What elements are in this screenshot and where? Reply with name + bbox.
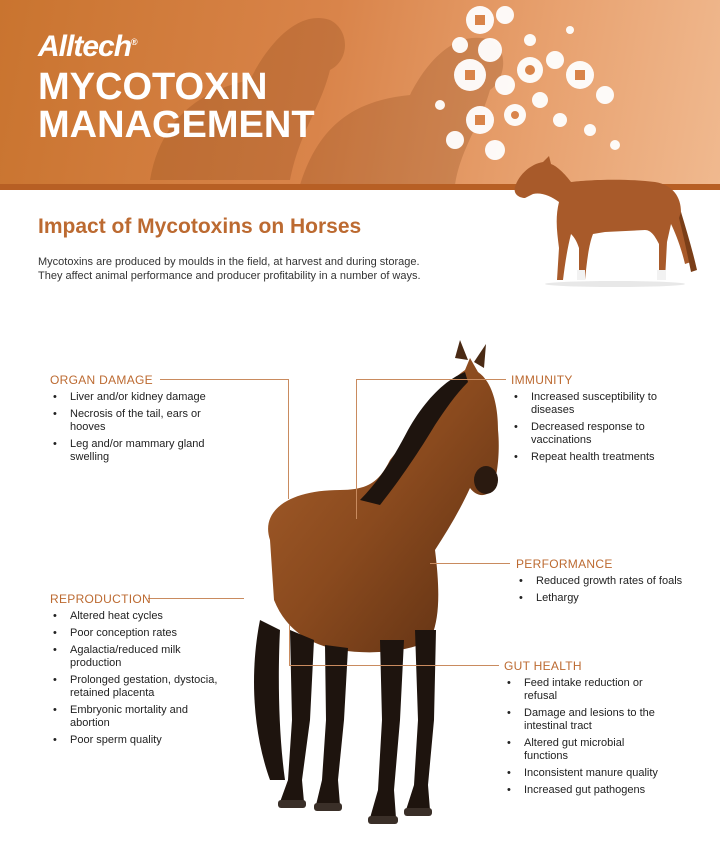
brand-logo: Alltech® <box>38 30 137 63</box>
gut-health-title: GUT HEALTH <box>504 659 582 673</box>
section-heading: Impact of Mycotoxins on Horses <box>38 215 362 238</box>
list-item: • Poor conception rates <box>50 627 225 640</box>
performance-section <box>516 557 716 609</box>
list-item: • Altered gut microbial functions <box>504 737 664 763</box>
leader-gut-v <box>289 625 290 665</box>
immunity-title: IMMUNITY <box>511 373 573 387</box>
list-item: • Agalactia/reduced milk production <box>50 644 215 670</box>
intro-text <box>38 255 498 283</box>
small-horse-image <box>505 152 705 287</box>
organ-damage-section <box>50 373 225 468</box>
title-line-1: MYCOTOXIN <box>38 66 268 108</box>
list-item: • Embryonic mortality and abortion <box>50 704 210 730</box>
reproduction-title: REPRODUCTION <box>50 592 151 606</box>
title-line-2: MANAGEMENT <box>38 104 315 146</box>
gut-health-section <box>504 659 704 801</box>
list-item: • Feed intake reduction or refusal <box>504 677 664 703</box>
performance-title: PERFORMANCE <box>516 557 613 571</box>
intro-line-1: Mycotoxins are produced by moulds in the field, at harvest and during storage. <box>38 256 420 268</box>
list-item: • Increased susceptibility to diseases <box>511 391 681 417</box>
list-item: • Prolonged gestation, dystocia, retained placenta <box>50 674 220 700</box>
leader-organ-v <box>288 379 289 499</box>
list-item: • Liver and/or kidney damage <box>50 391 225 404</box>
leader-immunity-h <box>356 379 506 380</box>
list-item: • Damage and lesions to the intestinal tract <box>504 707 689 733</box>
list-item: • Poor sperm quality <box>50 734 225 747</box>
intro-line-2: They affect animal performance and producer profitability in a number of ways. <box>38 270 421 282</box>
immunity-section <box>511 373 701 468</box>
list-item: • Repeat health treatments <box>511 451 701 464</box>
list-item: • Leg and/or mammary gland swelling <box>50 438 220 464</box>
main-horse-image <box>230 340 520 840</box>
list-item: • Lethargy <box>516 592 716 605</box>
page-title <box>38 68 315 144</box>
list-item: • Inconsistent manure quality <box>504 767 704 780</box>
leader-gut-h <box>289 665 499 666</box>
organ-damage-title: ORGAN DAMAGE <box>50 373 153 387</box>
list-item: • Reduced growth rates of foals <box>516 575 716 588</box>
list-item: • Decreased response to vaccinations <box>511 421 681 447</box>
list-item: • Increased gut pathogens <box>504 784 704 797</box>
leader-performance-h <box>430 563 510 564</box>
list-item: • Necrosis of the tail, ears or hooves <box>50 408 210 434</box>
leader-immunity-v <box>356 379 357 519</box>
list-item: • Altered heat cycles <box>50 610 225 623</box>
reproduction-section <box>50 592 225 751</box>
